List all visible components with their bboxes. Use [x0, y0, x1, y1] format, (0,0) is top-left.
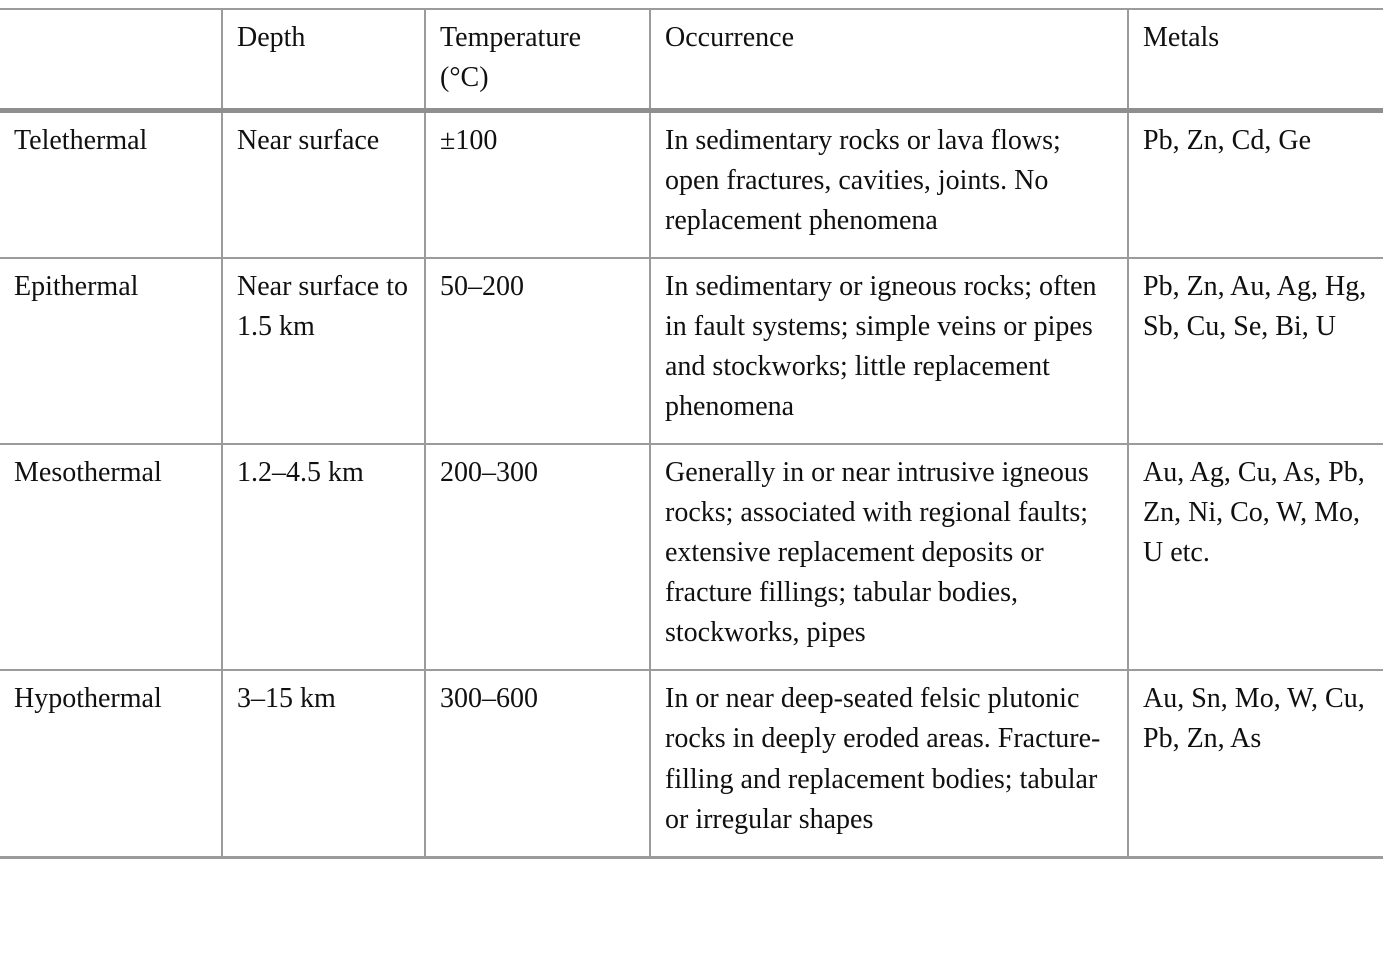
hydrothermal-deposits-table — [0, 8, 1383, 859]
occurrence-cell: In sedimentary or igneous rocks; often in fault systems; simple veins or pipes and stockworks; little replacement phenomena — [650, 258, 1128, 444]
depth-cell: 3–15 km — [222, 670, 425, 857]
table-body — [0, 111, 1383, 858]
temperature-cell: 50–200 — [425, 258, 650, 444]
metals-cell: Pb, Zn, Au, Ag, Hg, Sb, Cu, Se, Bi, U — [1128, 258, 1383, 444]
depth-cell: Near surface to 1.5 km — [222, 258, 425, 444]
temperature-cell: 200–300 — [425, 444, 650, 670]
column-header-depth: Depth — [222, 9, 425, 111]
table-row — [0, 9, 1383, 111]
depth-cell: Near surface — [222, 111, 425, 259]
temperature-cell: ±100 — [425, 111, 650, 259]
column-header-empty — [0, 9, 222, 111]
table-row-telethermal — [0, 111, 1383, 259]
table-row-epithermal — [0, 258, 1383, 444]
deposit-type-cell: Telethermal — [0, 111, 222, 259]
table-row-hypothermal — [0, 670, 1383, 857]
occurrence-cell: In sedimentary rocks or lava flows; open fractures, cavities, joints. No replacement phenomena — [650, 111, 1128, 259]
column-header-temperature: Temperature (°C) — [425, 9, 650, 111]
temperature-cell: 300–600 — [425, 670, 650, 857]
metals-cell: Pb, Zn, Cd, Ge — [1128, 111, 1383, 259]
column-header-occurrence: Occurrence — [650, 9, 1128, 111]
metals-cell: Au, Ag, Cu, As, Pb, Zn, Ni, Co, W, Mo, U etc. — [1128, 444, 1383, 670]
table-header-row — [0, 9, 1383, 111]
depth-cell: 1.2–4.5 km — [222, 444, 425, 670]
table-row-mesothermal — [0, 444, 1383, 670]
deposit-type-cell: Hypothermal — [0, 670, 222, 857]
occurrence-cell: Generally in or near intrusive igneous rocks; associated with regional faults; extensive replacement deposits or fracture fillings; tabular bodies, stockworks, pipes — [650, 444, 1128, 670]
occurrence-cell: In or near deep-seated felsic plutonic rocks in deeply eroded areas. Fracture-filling and replacement bodies; tabular or irregular shapes — [650, 670, 1128, 857]
column-header-metals: Metals — [1128, 9, 1383, 111]
deposit-type-cell: Epithermal — [0, 258, 222, 444]
deposit-type-cell: Mesothermal — [0, 444, 222, 670]
metals-cell: Au, Sn, Mo, W, Cu, Pb, Zn, As — [1128, 670, 1383, 857]
